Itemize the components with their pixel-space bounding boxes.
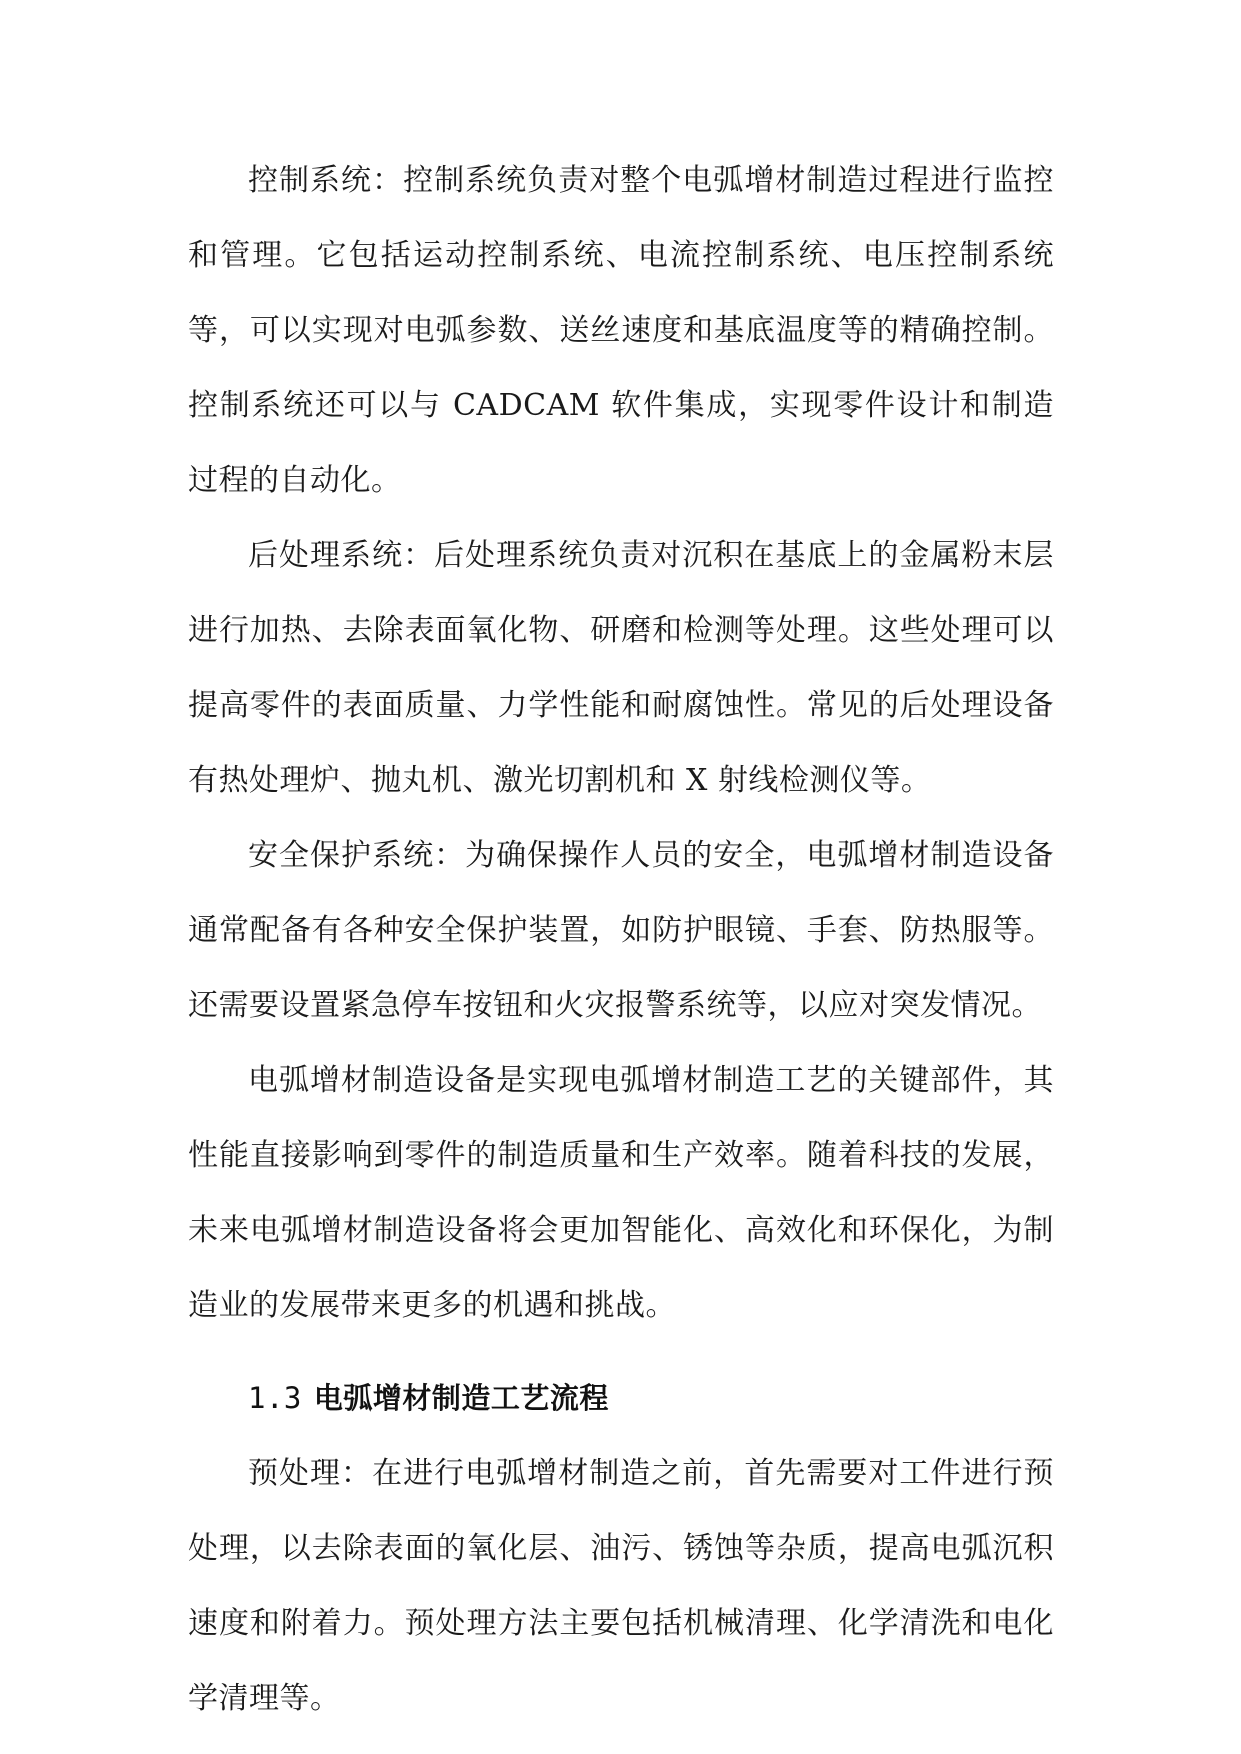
section-number: 1.3: [248, 1381, 302, 1415]
paragraph-equipment-summary: 电弧增材制造设备是实现电弧增材制造工艺的关键部件，其性能直接影响到零件的制造质量和生产效率。随着科技的发展，未来电弧增材制造设备将会更加智能化、高效化和环保化，为制造业的发展带来更多的机遇和挑战。: [188, 1063, 1054, 1323]
section-heading: [188, 1343, 1054, 1436]
paragraph-pretreatment: 预处理：在进行电弧增材制造之前，首先需要对工件进行预处理，以去除表面的氧化层、油污、锈蚀等杂质，提高电弧沉积速度和附着力。预处理方法主要包括机械清理、化学清洗和电化学清理等。: [188, 1456, 1054, 1716]
section-title: 电弧增材制造工艺流程: [313, 1381, 609, 1415]
paragraph-post-processing-system: 后处理系统：后处理系统负责对沉积在基底上的金属粉末层进行加热、去除表面氧化物、研磨和检测等处理。这些处理可以提高零件的表面质量、力学性能和耐腐蚀性。常见的后处理设备有热处理炉、抛丸机、激光切割机和 X 射线检测仪等。: [188, 538, 1054, 798]
paragraph-safety-protection-system: 安全保护系统：为确保操作人员的安全，电弧增材制造设备通常配备有各种安全保护装置，如防护眼镜、手套、防热服等。还需要设置紧急停车按钮和火灾报警系统等，以应对突发情况。: [188, 838, 1054, 1023]
paragraph-control-system: 控制系统：控制系统负责对整个电弧增材制造过程进行监控和管理。它包括运动控制系统、电流控制系统、电压控制系统等，可以实现对电弧参数、送丝速度和基底温度等的精确控制。控制系统还可以与 CADCAM 软件集成，实现零件设计和制造过程的自动化。: [188, 163, 1054, 498]
document-body: [188, 143, 1054, 1736]
